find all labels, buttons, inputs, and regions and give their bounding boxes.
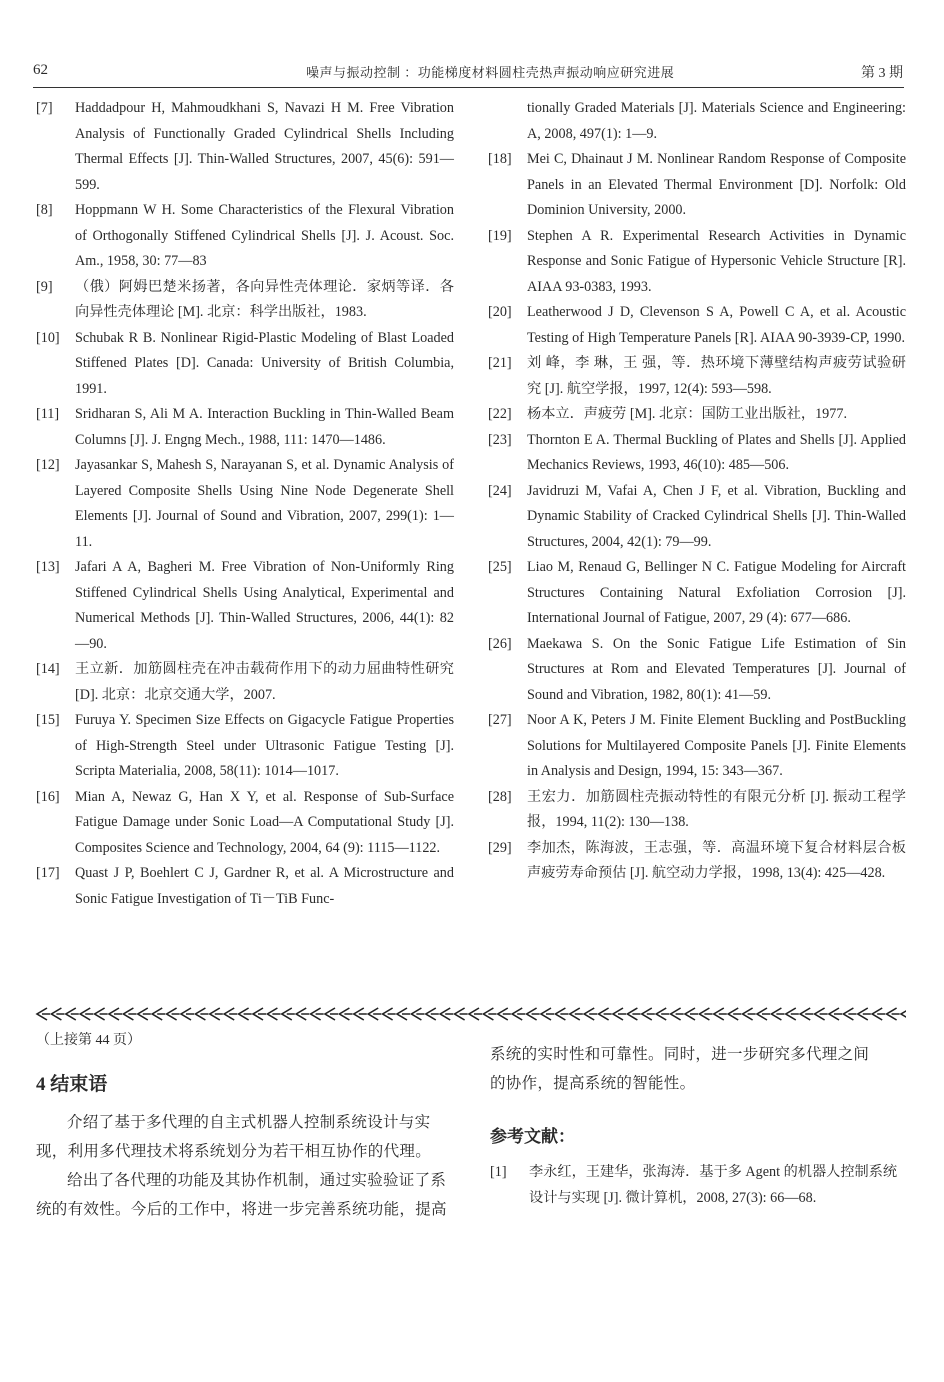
chevron-mark [469, 1008, 482, 1020]
chevron-mark [671, 1008, 684, 1020]
chevron-mark [815, 1008, 828, 1020]
reference-text: Jayasankar S, Mahesh S, Narayanan S, et al. Dynamic Analysis of Layered Composite Shells Using Nine Node Degenerate Shell Elements [J]. Journal of Sound and Vibration, 2007, 299(1): 1—11. [75, 457, 454, 550]
chevron-mark [555, 1008, 568, 1020]
chevron-mark [771, 1008, 784, 1020]
chevron-mark [383, 1008, 396, 1020]
chevron-mark [872, 1008, 885, 1020]
chevron-mark [66, 1008, 79, 1020]
chevron-mark [512, 1008, 525, 1020]
chevron-separator-icon [34, 1005, 906, 1023]
body-paragraph-continued: 系统的实时性和可靠性。同时，进一步研究多代理之间 [490, 1046, 870, 1063]
reference-number: [11] [36, 406, 60, 422]
reference-item [36, 402, 454, 453]
chevron-mark [167, 1008, 180, 1020]
reference-item [36, 326, 454, 403]
page-number: 62 [33, 62, 48, 78]
reference-item [488, 402, 906, 428]
reference-text: Haddadpour H, Mahmoudkhani S, Navazi H M. Free Vibration Analysis of Functionally Graded Cylindrical Shells Including Thermal Effects [J]. Thin-Walled Structures, 2007, 45(6): 591—599. [75, 100, 454, 193]
reference-item [36, 657, 454, 708]
chevron-mark [210, 1008, 223, 1020]
chevron-mark [570, 1008, 583, 1020]
reference-number: [1] [490, 1164, 507, 1180]
reference-number: [26] [488, 635, 512, 652]
reference-text: Jafari A A, Bagheri M. Free Vibration of Non-Uniformly Ring Stiffened Cylindrical Shells Using Analytical, Experimental and Numerical Methods [J]. Thin-Walled Structures, 2006, 44(1): 82—90. [75, 559, 454, 652]
chevron-mark [843, 1008, 856, 1020]
reference-item [36, 96, 454, 198]
reference-number: [15] [36, 712, 60, 728]
reference-text: Mian A, Newaz G, Han X Y, et al. Response of Sub-Surface Fatigue Damage under Sonic Load—A Computational Study [J]. Composites Science and Technology, 2004, 64 (9): 1115—1122. [75, 788, 454, 856]
chevron-mark [95, 1008, 108, 1020]
chevron-mark [51, 1008, 64, 1020]
reference-item [488, 555, 906, 632]
reference-text: 李永红，王建华，张海涛．基于多 Agent 的机器人控制系统设计与实现 [J]. 微计算机，2008, 27(3): 66—68. [529, 1164, 898, 1206]
chevron-mark [440, 1008, 453, 1020]
reference-text: 李加杰，陈海波，王志强，等．高温环境下复合材料层合板声疲劳寿命预估 [J]. 航空动力学报，1998, 13(4): 425—428. [527, 839, 906, 881]
chevron-mark [195, 1008, 208, 1020]
reference-item [488, 300, 906, 351]
reference-number: [23] [488, 431, 512, 448]
references-heading: 参考文献： [490, 1127, 575, 1146]
chevron-mark [584, 1008, 597, 1020]
reference-text: （俄）阿姆巴楚米扬著，各向异性壳体理论．家炳等译．各向异性壳体理论 [M]. 北京：科学出版社，1983. [75, 278, 454, 320]
reference-text: Schubak R B. Nonlinear Rigid-Plastic Modeling of Blast Loaded Stiffened Plates [D]. Canada: University of British Columbia, 1991. [75, 329, 454, 397]
chevron-mark [599, 1008, 612, 1020]
reference-text: Thornton E A. Thermal Buckling of Plates and Shells [J]. Applied Mechanics Reviews, 1993, 46(10): 485—506. [527, 431, 906, 473]
chevron-mark [426, 1008, 439, 1020]
reference-number: [12] [36, 457, 60, 473]
chevron-mark [483, 1008, 496, 1020]
chevron-mark [397, 1008, 410, 1020]
reference-number: [25] [488, 559, 512, 575]
body-paragraph-continued: 的协作，提高系统的智能性。 [490, 1075, 696, 1092]
section-body [36, 1108, 456, 1224]
chevron-mark [354, 1008, 367, 1020]
reference-item [490, 1160, 908, 1211]
reference-text: Mei C, Dhainaut J M. Nonlinear Random Response of Composite Panels in an Elevated Thermal Environment [D]. Norfolk: Old Dominion University, 2000. [527, 151, 906, 218]
reference-item [488, 708, 906, 785]
chevron-mark [296, 1008, 309, 1020]
reference-text: Quast J P, Boehlert C J, Gardner R, et al. A Microstructure and Sonic Fatigue Investigation of Ti－TiB Func- [75, 865, 454, 907]
running-header [33, 62, 903, 84]
reference-text: Sridharan S, Ali M A. Interaction Buckling in Thin-Walled Beam Columns [J]. J. Engng Mech., 1988, 111: 1470—1486. [75, 406, 454, 448]
reference-item [36, 275, 454, 326]
reference-item [488, 224, 906, 301]
chevron-mark [527, 1008, 540, 1020]
chevron-mark [498, 1008, 511, 1020]
chevron-mark [37, 1008, 50, 1020]
reference-item [36, 708, 454, 785]
reference-text: 王立新．加筋圆柱壳在冲击载荷作用下的动力屈曲特性研究 [D]. 北京：北京交通大学，2007. [75, 661, 454, 703]
reference-number: [17] [36, 865, 60, 881]
reference-number: [14] [36, 661, 60, 677]
chevron-mark [887, 1008, 900, 1020]
reference-text: Leatherwood J D, Clevenson S A, Powell C A, et al. Acoustic Testing of High Temperature Panels [R]. AIAA 90-3939-CP, 1990. [527, 304, 906, 346]
reference-item [488, 351, 906, 402]
reference-number: [20] [488, 304, 512, 320]
reference-number: [10] [36, 329, 60, 346]
reference-number: [29] [488, 839, 512, 856]
chevron-mark [123, 1008, 136, 1020]
chevron-mark [181, 1008, 194, 1020]
references-right-column [488, 96, 906, 887]
running-title: 噪声与振动控制 ：功能梯度材料圆柱壳热声振动响应研究进展 [306, 65, 675, 80]
reference-number: [27] [488, 712, 512, 728]
reference-text: Noor A K, Peters J M. Finite Element Buckling and PostBuckling Solutions for Multilayered Composite Panels [J]. Finite Elements in Analysis and Design, 1994, 15: 343—367. [527, 712, 906, 779]
reference-item [36, 555, 454, 657]
chevron-mark [714, 1008, 727, 1020]
reference-number: [24] [488, 482, 512, 499]
references-left-column [36, 96, 454, 912]
chevron-mark [109, 1008, 122, 1020]
reference-number: [13] [36, 559, 60, 575]
reference-text: Javidruzi M, Vafai A, Chen J F, et al. Vibration, Buckling and Dynamic Stability of Cracked Cylindrical Shells [J]. Thin-Walled Structures, 2004, 42(1): 79—99. [527, 482, 906, 550]
reference-text: Hoppmann W H. Some Characteristics of the Flexural Vibration of Orthogonally Stiffened Cylindrical Shells [J]. J. Acoust. Soc. Am., 1958, 30: 77—83 [75, 202, 454, 269]
chevron-mark [757, 1008, 770, 1020]
chevron-mark [728, 1008, 741, 1020]
chevron-mark [656, 1008, 669, 1020]
reference-continuation: tionally Graded Materials [J]. Materials Science and Engineering: A, 2008, 497(1): 1—9. [527, 100, 906, 142]
reference-number: [8] [36, 202, 53, 218]
body-paragraph: 介绍了基于多代理的自主式机器人控制系统设计与实现，利用多代理技术将系统划分为若干相互协作的代理。 [36, 1114, 432, 1160]
reference-item [488, 836, 906, 887]
reference-text: 王宏力．加筋圆柱壳振动特性的有限元分析 [J]. 振动工程学报，1994, 11(2): 130—138. [527, 788, 906, 830]
chevron-mark [642, 1008, 655, 1020]
chevron-mark [325, 1008, 338, 1020]
chevron-mark [685, 1008, 698, 1020]
reference-item [36, 785, 454, 862]
reference-item [488, 632, 906, 709]
chevron-mark [253, 1008, 266, 1020]
chevron-mark [152, 1008, 165, 1020]
chevron-mark [339, 1008, 352, 1020]
chevron-mark [800, 1008, 813, 1020]
chevron-mark [224, 1008, 237, 1020]
conclusion-right-column [490, 1040, 908, 1211]
chevron-mark [455, 1008, 468, 1020]
reference-number: [18] [488, 151, 512, 167]
reference-text: 刘 峰，李 琳，王 强，等．热环境下薄壁结构声疲劳试验研究 [J]. 航空学报，1997, 12(4): 593—598. [527, 355, 906, 397]
reference-item [488, 479, 906, 556]
reference-text: Furuya Y. Specimen Size Effects on Gigacycle Fatigue Properties of High-Strength Steel under Ultrasonic Fatigue Testing [J]. Scripta Materialia, 2008, 58(11): 1014—1017. [75, 712, 454, 779]
reference-text: Liao M, Renaud G, Bellinger N C. Fatigue Modeling for Aircraft Structures Containing Natural Exfoliation Corrosion [J]. International Journal of Fatigue, 2007, 29 (4): 677—686. [527, 559, 906, 626]
chevron-mark [613, 1008, 626, 1020]
reference-number: [28] [488, 788, 512, 805]
reference-number: [21] [488, 355, 512, 371]
chevron-mark [311, 1008, 324, 1020]
chevron-mark [239, 1008, 252, 1020]
continued-from-note: （上接第 44 页） [36, 1033, 141, 1048]
header-rule [33, 87, 904, 88]
reference-number: [9] [36, 278, 53, 295]
reference-number: [22] [488, 406, 512, 422]
issue-number: 第 3 期 [861, 66, 903, 81]
reference-item [488, 785, 906, 836]
reference-item [36, 453, 454, 555]
section-heading: 4 结束语 [36, 1074, 108, 1095]
chevron-mark [267, 1008, 280, 1020]
chevron-mark [786, 1008, 799, 1020]
reference-item [36, 198, 454, 275]
decorative-separator [34, 1005, 906, 1023]
chevron-mark [80, 1008, 93, 1020]
chevron-mark [699, 1008, 712, 1020]
reference-number: [19] [488, 227, 512, 244]
chevron-mark [541, 1008, 554, 1020]
chevron-mark [282, 1008, 295, 1020]
reference-number: [16] [36, 788, 60, 805]
reference-item [36, 861, 454, 912]
chevron-mark [627, 1008, 640, 1020]
chevron-mark [858, 1008, 871, 1020]
body-paragraph: 给出了各代理的功能及其协作机制，通过实验验证了系统的有效性。今后的工作中，将进一步完善系统功能，提高 [36, 1172, 447, 1218]
reference-item [488, 428, 906, 479]
reference-number: [7] [36, 100, 53, 116]
reference-text: Stephen A R. Experimental Research Activities in Dynamic Response and Sonic Fatigue of Hypersonic Vehicle Structure [R]. AIAA 93-0383, 1993. [527, 227, 906, 295]
reference-text: 杨本立．声疲劳 [M]. 北京：国防工业出版社，1977. [527, 406, 848, 422]
chevron-mark [901, 1008, 906, 1020]
reference-text: Maekawa S. On the Sonic Fatigue Life Estimation of Sin Structures at Rom and Elevated Temperatures [J]. Journal of Sound and Vibration, 1982, 80(1): 41—59. [527, 635, 906, 703]
chevron-mark [411, 1008, 424, 1020]
conclusion-left-column [36, 1030, 456, 1224]
chevron-mark [829, 1008, 842, 1020]
chevron-mark [743, 1008, 756, 1020]
chevron-mark [138, 1008, 151, 1020]
reference-item [488, 147, 906, 224]
chevron-mark [368, 1008, 381, 1020]
